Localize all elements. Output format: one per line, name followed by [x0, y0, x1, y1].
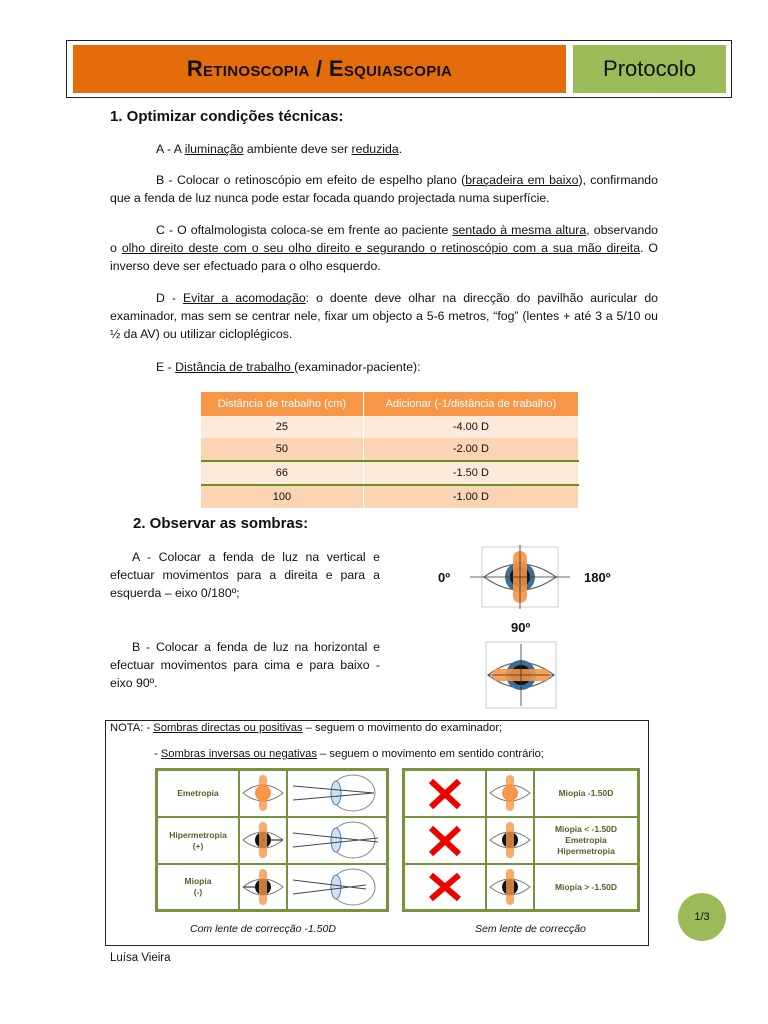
red-cross-icon	[405, 771, 485, 816]
table-row: 100 -1.00 D	[201, 485, 579, 508]
note-line-2: - Sombras inversas ou negativas – seguem o movimento em sentido contrário;	[154, 748, 544, 760]
label-180-degrees: 180º	[584, 570, 611, 585]
grid-label-miopia: Miopia (-)	[157, 864, 239, 910]
crossed-cell	[404, 817, 486, 864]
table-header: Adicionar (-1/distância de trabalho)	[363, 392, 578, 416]
grid-eye-cell	[486, 770, 534, 817]
item-d: D - Evitar a acomodação: o doente deve olhar na direcção do pavilhão auricular do examinador, mas sem se centrar nele, fixar um objecto a 5-6 metros, “fog” (lentes + até 3 a 5/10 ou ½ da AV) ou utilizar cicloplégicos.	[110, 291, 658, 341]
eye-optics-diagram	[288, 771, 386, 816]
shadow-item-a: A - Colocar a fenda de luz na vertical e efectuar movimentos para a direita e para a esquerda – eixo 0/180º;	[110, 550, 380, 600]
grid-eye-cell	[239, 770, 287, 817]
grid-optics-cell	[287, 864, 387, 910]
protocol-badge	[573, 45, 726, 93]
grid-label-miopia-150: Miopia -1.50D	[534, 770, 638, 817]
grid-optics-cell	[287, 817, 387, 864]
section1-title: 1. Optimizar condições técnicas:	[110, 108, 344, 125]
eye-icon	[240, 865, 286, 909]
grid-label-emetropia: Emetropia	[157, 770, 239, 817]
item-b: B - Colocar o retinoscópio em efeito de espelho plano (braçadeira em baixo), confirmando que a fenda de luz nunca pode estar focada quando projectada numa superfície.	[110, 173, 658, 205]
note-line-1: NOTA: - Sombras directas ou positivas – seguem o movimento do examinador;	[110, 722, 503, 734]
grid-label-miopia-less: Miopia < -1.50D Emetropia Hipermetropia	[534, 817, 638, 864]
grid-label-miopia-greater: Miopia > -1.50D	[534, 864, 638, 910]
item-e: E - Distância de trabalho (examinador-paciente):	[156, 360, 421, 374]
table-row: 25 -4.00 D	[201, 416, 579, 438]
grid-eye-cell	[486, 864, 534, 910]
grid-label-hipermetropia: Hipermetropia (+)	[157, 817, 239, 864]
item-a: A - A iluminação ambiente deve ser reduzida.	[156, 142, 403, 156]
label-0-degrees: 0º	[438, 570, 450, 585]
eye-icon	[240, 771, 286, 816]
horizontal-slit-eye-diagram	[484, 640, 558, 710]
table-row: 66 -1.50 D	[201, 461, 579, 485]
eye-icon	[487, 818, 533, 863]
working-distance-table	[201, 392, 579, 508]
eye-icon	[487, 771, 533, 816]
section2-title: 2. Observar as sombras:	[133, 515, 309, 532]
page-number: 1/3	[694, 911, 710, 923]
vertical-slit-eye-diagram	[470, 545, 570, 609]
page-title: Retinoscopia / Esquiascopia	[186, 56, 453, 81]
table-row: 50 -2.00 D	[201, 438, 579, 461]
crossed-cell	[404, 864, 486, 910]
eye-icon	[240, 818, 286, 863]
grid-optics-cell	[287, 770, 387, 817]
grid-eye-cell	[239, 864, 287, 910]
label-90-degrees: 90º	[511, 620, 531, 635]
left-grid	[155, 768, 389, 912]
eye-optics-diagram	[288, 865, 386, 909]
shadow-item-b: B - Colocar a fenda de luz na horizontal e efectuar movimentos para cima e para baixo - eixo 90º.	[110, 640, 380, 690]
grid-eye-cell	[239, 817, 287, 864]
crossed-cell	[404, 770, 486, 817]
eye-optics-diagram	[288, 818, 386, 863]
red-cross-icon	[405, 865, 485, 909]
caption-without-lens: Sem lente de correcção	[475, 923, 586, 935]
page-number-badge	[678, 893, 726, 941]
protocol-label: Protocolo	[603, 56, 696, 81]
right-grid	[402, 768, 640, 912]
title-box	[73, 45, 566, 93]
author-name: Luísa Vieira	[110, 952, 171, 964]
caption-with-lens: Com lente de correcção -1.50D	[190, 923, 336, 935]
red-cross-icon	[405, 818, 485, 863]
table-header: Distância de trabalho (cm)	[201, 392, 363, 416]
item-c: C - O oftalmologista coloca-se em frente ao paciente sentado à mesma altura, observando o olho direito deste com o seu olho direito e segurando o retinoscópio com a sua mão direita. O inverso deve ser efectuado para o olho esquerdo.	[110, 223, 659, 273]
grid-eye-cell	[486, 817, 534, 864]
eye-icon	[487, 865, 533, 909]
